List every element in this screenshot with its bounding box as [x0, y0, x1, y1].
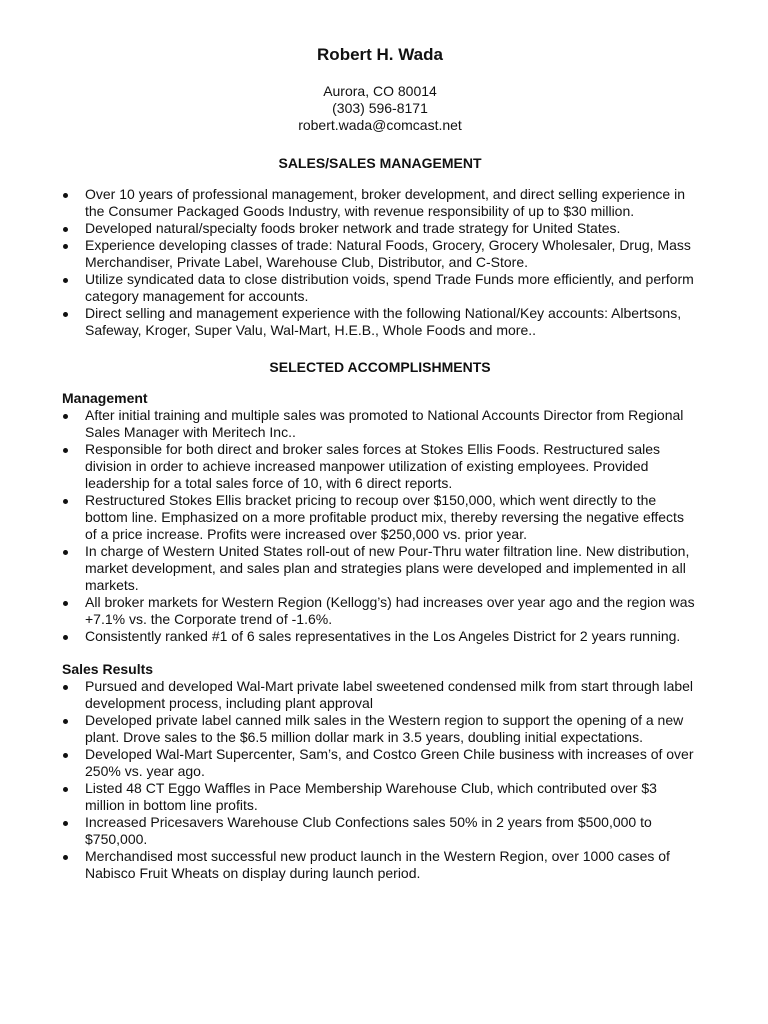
summary-item [62, 220, 698, 237]
summary-item [62, 237, 698, 271]
management-list [62, 407, 698, 645]
sales-results-item-text: Merchandised most successful new product launch in the Western Region, over 1000 cases of Nabisco Fruit Wheats on display during launch period. [85, 848, 670, 881]
sales-results-item [62, 780, 698, 814]
summary-item [62, 271, 698, 305]
contact-email: robert.wada@comcast.net [298, 117, 462, 133]
management-item-text: All broker markets for Western Region (Kellogg’s) had increases over year ago and the region was +7.1% vs. the Corporate trend of -1.6%. [85, 594, 695, 627]
sales-results-item-text: Listed 48 CT Eggo Waffles in Pace Membership Warehouse Club, which contributed over $3 million in bottom line profits. [85, 780, 657, 813]
management-item-text: After initial training and multiple sales was promoted to National Accounts Director from Regional Sales Manager with Meritech Inc.. [85, 407, 684, 440]
resume-page [62, 44, 698, 882]
management-item-text: Responsible for both direct and broker sales forces at Stokes Ellis Foods. Restructured sales division in order to achieve increased manpower utilization of existing employees. Provided leadership for a total sales force of 10, with 6 direct reports. [85, 441, 661, 491]
management-item-text: Restructured Stokes Ellis bracket pricing to recoup over $150,000, which went directly to the bottom line. Emphasized on a more profitable product mix, thereby reversing the negative effects of a price increase. Profits were increased over $250,000 vs. prior year. [85, 492, 684, 542]
management-item [62, 492, 698, 543]
summary-item-text: Utilize syndicated data to close distribution voids, spend Trade Funds more efficiently, and perform category management for accounts. [85, 271, 694, 304]
sales-results-item-text: Developed private label canned milk sales in the Western region to support the opening of a new plant. Drove sales to the $6.5 million dollar mark in 3.5 years, doubling initial expectations. [85, 712, 684, 745]
sales-results-subtitle: Sales Results [62, 661, 154, 677]
summary-item-text: Over 10 years of professional management, broker development, and direct selling experience in the Consumer Packaged Goods Industry, with revenue responsibility of up to $30 million. [85, 186, 685, 219]
summary-item-text: Direct selling and management experience with the following National/Key accounts: Albertsons, Safeway, Kroger, Super Valu, Wal-Mart, H.E.B., Whole Foods and more.. [85, 305, 682, 338]
sales-results-item-text: Pursued and developed Wal-Mart private label sweetened condensed milk from start through label development process, including plant approval [85, 678, 694, 711]
contact-phone: (303) 596-8171 [332, 100, 428, 116]
summary-section-title: SALES/SALES MANAGEMENT [278, 155, 482, 171]
management-subtitle: Management [62, 390, 148, 406]
sales-results-item [62, 848, 698, 882]
summary-item [62, 305, 698, 339]
contact-city: Aurora, CO 80014 [323, 83, 437, 99]
sales-results-item-text: Increased Pricesavers Warehouse Club Confections sales 50% in 2 years from $500,000 to $750,000. [85, 814, 652, 847]
summary-item-text: Developed natural/specialty foods broker network and trade strategy for United States. [85, 220, 621, 236]
management-item [62, 407, 698, 441]
resume-name: Robert H. Wada [317, 45, 443, 64]
summary-list [62, 186, 698, 339]
sales-results-item [62, 712, 698, 746]
sales-results-item [62, 746, 698, 780]
sales-results-item [62, 814, 698, 848]
management-item [62, 441, 698, 492]
management-item [62, 628, 698, 645]
sales-results-item-text: Developed Wal-Mart Supercenter, Sam’s, and Costco Green Chile business with increases of over 250% vs. year ago. [85, 746, 694, 779]
sales-results-item [62, 678, 698, 712]
accomplishments-section-title: SELECTED ACCOMPLISHMENTS [269, 359, 491, 375]
management-item-text: In charge of Western United States roll-out of new Pour-Thru water filtration line. New distribution, market development, and sales plan and strategies plans were developed and implemented in all markets. [85, 543, 690, 593]
management-item [62, 594, 698, 628]
summary-item [62, 186, 698, 220]
management-item [62, 543, 698, 594]
sales-results-list [62, 678, 698, 882]
management-item-text: Consistently ranked #1 of 6 sales representatives in the Los Angeles District for 2 years running. [85, 628, 681, 644]
summary-item-text: Experience developing classes of trade: Natural Foods, Grocery, Grocery Wholesaler, Drug, Mass Merchandiser, Private Label, Warehouse Club, Distributor, and C-Store. [85, 237, 691, 270]
